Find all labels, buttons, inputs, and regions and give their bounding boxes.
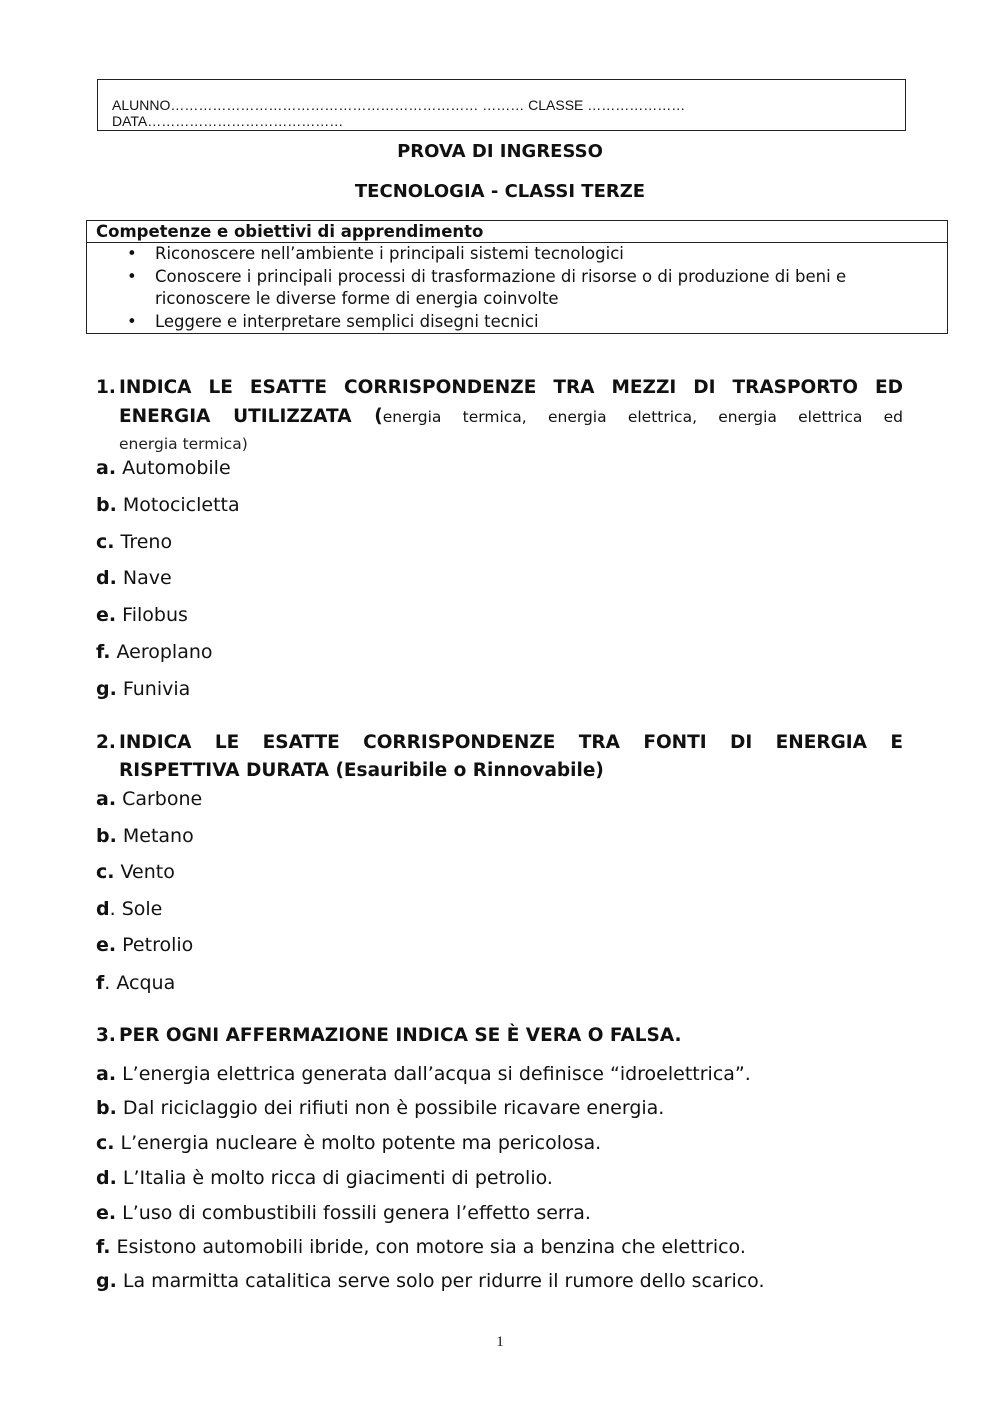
student-info-box [97, 79, 906, 131]
list-item: b. Motocicletta [96, 494, 240, 516]
list-item: g. Funivia [96, 678, 191, 700]
question-1-options-cont: energia termica) [119, 435, 248, 453]
bullet: • [127, 244, 137, 263]
competences-table [86, 220, 948, 334]
list-item: b. Dal riciclaggio dei rifiuti non è possibile ricavare energia. [96, 1097, 665, 1119]
list-item: g. La marmitta catalitica serve solo per ridurre il rumore dello scarico. [96, 1270, 765, 1292]
list-item: c. Vento [96, 861, 175, 883]
list-item: a. L’energia elettrica generata dall’acqua si definisce “idroelettrica”. [96, 1063, 751, 1085]
bullet: • [127, 267, 137, 286]
list-item: e. Filobus [96, 604, 188, 626]
question-2-line: INDICA LE ESATTE CORRISPONDENZE TRA FONTI DI ENERGIA E [119, 732, 903, 753]
question-1-bold: ENERGIA UTILIZZATA ( [119, 406, 383, 427]
competence-item: Riconoscere nell’ambiente i principali sistemi tecnologici [155, 244, 624, 263]
question-number: 2. [96, 732, 116, 753]
question-1-line [119, 406, 903, 427]
list-item: a. Automobile [96, 457, 231, 479]
bullet: • [127, 312, 137, 331]
competence-item: Leggere e interpretare semplici disegni tecnici [155, 312, 539, 331]
question-number: 3. [96, 1025, 116, 1046]
list-item: e. Petrolio [96, 934, 194, 956]
list-item: f. Esistono automobili ibride, con motore sia a benzina che elettrico. [96, 1236, 746, 1258]
list-item: d. L’Italia è molto ricca di giacimenti di petrolio. [96, 1167, 553, 1189]
list-item: c. L’energia nucleare è molto potente ma pericolosa. [96, 1132, 602, 1154]
question-1-options: energia termica, energia elettrica, energia elettrica ed [382, 408, 903, 426]
competence-item: Conoscere i principali processi di trasformazione di risorse o di produzione di beni e [155, 267, 847, 286]
list-item: e. L’uso di combustibili fossili genera l’effetto serra. [96, 1202, 591, 1224]
question-3-line: PER OGNI AFFERMAZIONE INDICA SE È VERA O FALSA. [119, 1025, 682, 1046]
list-item: b. Metano [96, 825, 194, 847]
student-info-line: ALUNNO………………………………………………………… ……… CLASSE ………………… DATA…………………………………… [112, 97, 686, 129]
question-2-line: RISPETTIVA DURATA (Esauribile o Rinnovabile) [119, 760, 604, 781]
test-title: PROVA DI INGRESSO [397, 141, 603, 162]
list-item: d. Nave [96, 567, 172, 589]
list-item: c. Treno [96, 531, 173, 553]
list-item: d. Sole [96, 898, 163, 920]
list-item: f. Aeroplano [96, 641, 213, 663]
question-1-line: INDICA LE ESATTE CORRISPONDENZE TRA MEZZI DI TRASPORTO ED [119, 377, 903, 398]
test-subtitle: TECNOLOGIA - CLASSI TERZE [354, 181, 646, 202]
question-number: 1. [96, 377, 116, 398]
competence-item-cont: riconoscere le diverse forme di energia coinvolte [155, 289, 559, 308]
competences-heading: Competenze e obiettivi di apprendimento [87, 221, 947, 243]
list-item: a. Carbone [96, 788, 203, 810]
list-item: f. Acqua [96, 972, 176, 994]
page-number: 1 [496, 1334, 504, 1350]
